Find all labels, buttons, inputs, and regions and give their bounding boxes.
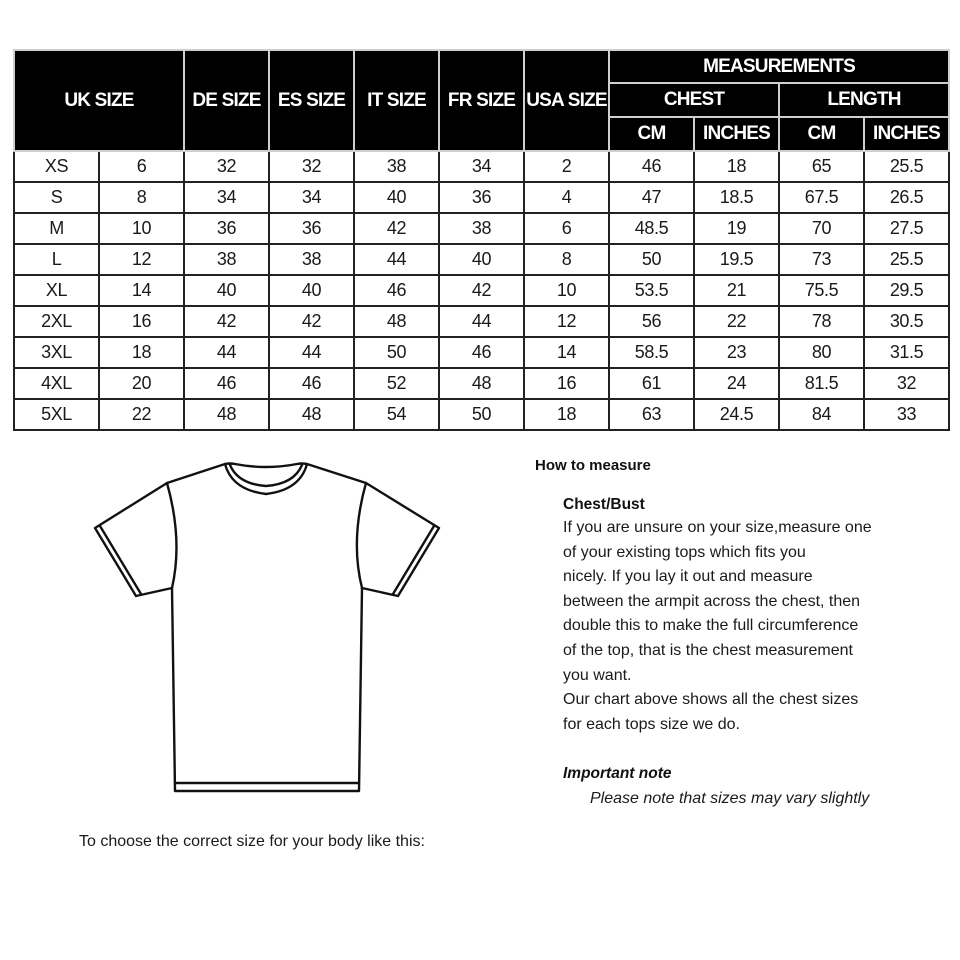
- table-row: [14, 213, 949, 244]
- header-measurements: MEASUREMENTS: [609, 50, 949, 83]
- instruction-line: nicely. If you lay it out and measure: [563, 568, 813, 586]
- cell-length-inches: 25.5: [864, 151, 949, 182]
- cell-length-cm: 65: [779, 151, 864, 182]
- cell-it: 44: [354, 244, 439, 275]
- cell-de: 42: [184, 306, 269, 337]
- cell-usa: 12: [524, 306, 609, 337]
- cell-length-inches: 26.5: [864, 182, 949, 213]
- cell-uk: 18: [99, 337, 184, 368]
- cell-uk: 6: [99, 151, 184, 182]
- cell-chest-cm: 46: [609, 151, 694, 182]
- table-row: [14, 151, 949, 182]
- cell-chest-cm: 47: [609, 182, 694, 213]
- cell-fr: 36: [439, 182, 524, 213]
- cell-uk: 14: [99, 275, 184, 306]
- cell-usa: 2: [524, 151, 609, 182]
- cell-length-inches: 29.5: [864, 275, 949, 306]
- choose-size-caption: To choose the correct size for your body like this:: [79, 833, 425, 850]
- table-row: [14, 182, 949, 213]
- header-chest-cm: CM: [609, 117, 694, 151]
- instruction-line: If you are unsure on your size,measure one: [563, 519, 872, 536]
- cell-chest-inches: 19.5: [694, 244, 779, 275]
- header-chest: CHEST: [609, 83, 779, 117]
- chest-bust-heading: Chest/Bust: [563, 496, 645, 513]
- tshirt-outline-icon: [88, 455, 448, 800]
- cell-it: 42: [354, 213, 439, 244]
- chest-instructions: [563, 516, 943, 737]
- cell-es: 44: [269, 337, 354, 368]
- cell-de: 38: [184, 244, 269, 275]
- header-length: LENGTH: [779, 83, 949, 117]
- cell-length-cm: 84: [779, 399, 864, 430]
- cell-it: 38: [354, 151, 439, 182]
- how-to-measure-heading: How to measure: [535, 457, 651, 474]
- cell-chest-cm: 61: [609, 368, 694, 399]
- header-length-inches: INCHES: [864, 117, 949, 151]
- cell-usa: 14: [524, 337, 609, 368]
- cell-chest-inches: 21: [694, 275, 779, 306]
- cell-fr: 34: [439, 151, 524, 182]
- cell-length-inches: 25.5: [864, 244, 949, 275]
- cell-fr: 44: [439, 306, 524, 337]
- table-body: [14, 151, 949, 430]
- cell-fr: 38: [439, 213, 524, 244]
- table-row: [14, 399, 949, 430]
- cell-de: 34: [184, 182, 269, 213]
- header-es-size: ES SIZE: [269, 50, 354, 151]
- cell-chest-cm: 50: [609, 244, 694, 275]
- cell-it: 48: [354, 306, 439, 337]
- header-length-cm: CM: [779, 117, 864, 151]
- cell-length-inches: 30.5: [864, 306, 949, 337]
- cell-length-inches: 31.5: [864, 337, 949, 368]
- cell-de: 44: [184, 337, 269, 368]
- cell-length-cm: 80: [779, 337, 864, 368]
- cell-it: 54: [354, 399, 439, 430]
- cell-length-cm: 75.5: [779, 275, 864, 306]
- cell-size: 2XL: [14, 306, 99, 337]
- cell-es: 40: [269, 275, 354, 306]
- cell-chest-inches: 18: [694, 151, 779, 182]
- cell-length-cm: 81.5: [779, 368, 864, 399]
- header-fr-size: FR SIZE: [439, 50, 524, 151]
- cell-size: XS: [14, 151, 99, 182]
- header-uk-size: UK SIZE: [14, 50, 184, 151]
- header-de-size: DE SIZE: [184, 50, 269, 151]
- cell-length-cm: 73: [779, 244, 864, 275]
- cell-it: 40: [354, 182, 439, 213]
- cell-es: 36: [269, 213, 354, 244]
- cell-de: 48: [184, 399, 269, 430]
- cell-size: 4XL: [14, 368, 99, 399]
- cell-usa: 16: [524, 368, 609, 399]
- cell-size: 5XL: [14, 399, 99, 430]
- table-row: [14, 275, 949, 306]
- cell-chest-cm: 53.5: [609, 275, 694, 306]
- cell-length-inches: 33: [864, 399, 949, 430]
- cell-chest-inches: 18.5: [694, 182, 779, 213]
- cell-length-cm: 70: [779, 213, 864, 244]
- cell-es: 48: [269, 399, 354, 430]
- instruction-line: you want.: [563, 666, 632, 684]
- cell-length-inches: 32: [864, 368, 949, 399]
- cell-usa: 10: [524, 275, 609, 306]
- instruction-line: Our chart above shows all the chest sizes: [563, 691, 859, 709]
- cell-es: 42: [269, 306, 354, 337]
- cell-es: 32: [269, 151, 354, 182]
- cell-de: 32: [184, 151, 269, 182]
- cell-fr: 46: [439, 337, 524, 368]
- cell-size: XL: [14, 275, 99, 306]
- cell-uk: 20: [99, 368, 184, 399]
- cell-es: 46: [269, 368, 354, 399]
- cell-fr: 40: [439, 244, 524, 275]
- cell-chest-inches: 23: [694, 337, 779, 368]
- cell-length-inches: 27.5: [864, 213, 949, 244]
- header-it-size: IT SIZE: [354, 50, 439, 151]
- cell-chest-cm: 48.5: [609, 213, 694, 244]
- table-row: [14, 368, 949, 399]
- instruction-line: of the top, that is the chest measurement: [563, 641, 853, 659]
- cell-uk: 10: [99, 213, 184, 244]
- cell-de: 40: [184, 275, 269, 306]
- table-row: [14, 244, 949, 275]
- cell-usa: 8: [524, 244, 609, 275]
- cell-es: 34: [269, 182, 354, 213]
- instruction-line: of your existing tops which fits you: [563, 543, 806, 561]
- cell-size: L: [14, 244, 99, 275]
- cell-chest-inches: 19: [694, 213, 779, 244]
- instruction-line: for each tops size we do.: [563, 715, 740, 733]
- cell-es: 38: [269, 244, 354, 275]
- cell-usa: 18: [524, 399, 609, 430]
- cell-length-cm: 67.5: [779, 182, 864, 213]
- cell-chest-cm: 63: [609, 399, 694, 430]
- instruction-line: double this to make the full circumference: [563, 617, 859, 635]
- cell-usa: 4: [524, 182, 609, 213]
- table-row: [14, 306, 949, 337]
- cell-chest-inches: 24.5: [694, 399, 779, 430]
- cell-de: 46: [184, 368, 269, 399]
- cell-uk: 12: [99, 244, 184, 275]
- cell-chest-cm: 58.5: [609, 337, 694, 368]
- cell-uk: 8: [99, 182, 184, 213]
- cell-size: S: [14, 182, 99, 213]
- header-usa-size: USA SIZE: [524, 50, 609, 151]
- table-row: [14, 337, 949, 368]
- cell-size: 3XL: [14, 337, 99, 368]
- cell-chest-cm: 56: [609, 306, 694, 337]
- cell-length-cm: 78: [779, 306, 864, 337]
- cell-usa: 6: [524, 213, 609, 244]
- important-note-heading: Important note: [563, 765, 672, 782]
- cell-chest-inches: 22: [694, 306, 779, 337]
- cell-it: 50: [354, 337, 439, 368]
- cell-it: 46: [354, 275, 439, 306]
- instruction-line: between the armpit across the chest, then: [563, 592, 861, 610]
- size-chart-table: [13, 49, 950, 431]
- cell-chest-inches: 24: [694, 368, 779, 399]
- cell-size: M: [14, 213, 99, 244]
- cell-fr: 48: [439, 368, 524, 399]
- cell-fr: 50: [439, 399, 524, 430]
- header-chest-inches: INCHES: [694, 117, 779, 151]
- cell-uk: 22: [99, 399, 184, 430]
- cell-de: 36: [184, 213, 269, 244]
- important-note-text: Please note that sizes may vary slightly: [590, 790, 870, 807]
- cell-uk: 16: [99, 306, 184, 337]
- cell-fr: 42: [439, 275, 524, 306]
- cell-it: 52: [354, 368, 439, 399]
